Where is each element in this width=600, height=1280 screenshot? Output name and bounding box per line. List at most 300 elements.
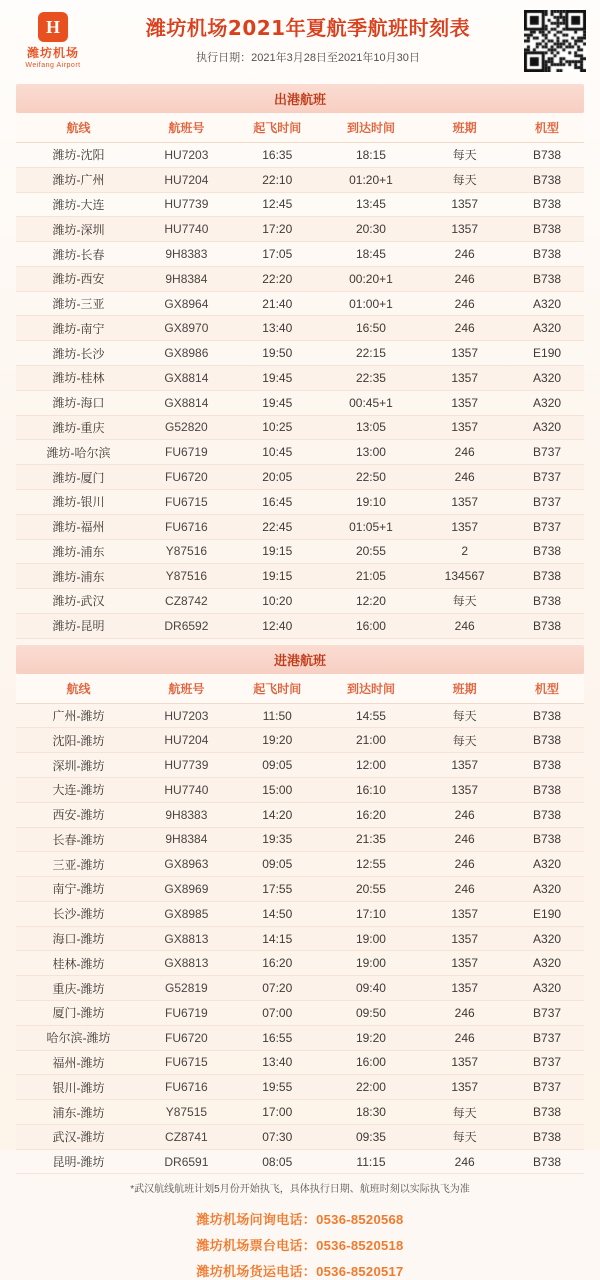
table-row — [16, 976, 584, 1001]
departure-cell-aircraft: B737 — [510, 489, 584, 514]
departure-cell-frequency: 1357 — [419, 192, 510, 217]
arrival-cell-frequency: 每天 — [419, 1124, 510, 1149]
arrival-cell-frequency: 每天 — [419, 1100, 510, 1125]
departure-cell-flightno: HU7203 — [141, 143, 232, 168]
table-row — [16, 366, 584, 391]
arrival-cell-frequency: 1357 — [419, 753, 510, 778]
departure-cell-aircraft: B738 — [510, 539, 584, 564]
departure-cell-frequency: 1357 — [419, 514, 510, 539]
column-header-arrivetime: 到达时间 — [323, 113, 420, 143]
table-row — [16, 728, 584, 753]
table-row — [16, 1025, 584, 1050]
arrival-cell-departtime: 11:50 — [232, 703, 323, 728]
departure-cell-departtime: 19:45 — [232, 390, 323, 415]
departure-cell-arrivetime: 01:05+1 — [323, 514, 420, 539]
departure-cell-arrivetime: 22:50 — [323, 465, 420, 490]
departure-cell-flightno: G52820 — [141, 415, 232, 440]
arrival-cell-frequency: 1357 — [419, 1050, 510, 1075]
arrival-cell-arrivetime: 19:20 — [323, 1025, 420, 1050]
arrival-cell-flightno: GX8969 — [141, 877, 232, 902]
arrival-cell-arrivetime: 19:00 — [323, 926, 420, 951]
departure-cell-aircraft: B737 — [510, 465, 584, 490]
arrival-cell-aircraft: B738 — [510, 703, 584, 728]
departure-cell-route: 潍坊-哈尔滨 — [16, 440, 141, 465]
table-row — [16, 852, 584, 877]
table-row — [16, 1124, 584, 1149]
arrival-cell-frequency: 246 — [419, 1149, 510, 1174]
departure-cell-aircraft: B738 — [510, 589, 584, 614]
arrival-cell-frequency: 1357 — [419, 926, 510, 951]
column-header-frequency: 班期 — [419, 113, 510, 143]
arrival-cell-arrivetime: 11:15 — [323, 1149, 420, 1174]
arrival-cell-route: 武汉-潍坊 — [16, 1124, 141, 1149]
departure-cell-frequency: 1357 — [419, 366, 510, 391]
table-row — [16, 753, 584, 778]
arrival-cell-arrivetime: 16:10 — [323, 777, 420, 802]
departure-cell-departtime: 12:40 — [232, 613, 323, 638]
departure-cell-departtime: 10:25 — [232, 415, 323, 440]
arrival-cell-route: 大连-潍坊 — [16, 777, 141, 802]
table-row — [16, 901, 584, 926]
table-row — [16, 1100, 584, 1125]
column-header-flightno: 航班号 — [141, 674, 232, 704]
arrival-cell-route: 深圳-潍坊 — [16, 753, 141, 778]
departure-cell-flightno: Y87516 — [141, 564, 232, 589]
arrival-cell-frequency: 1357 — [419, 901, 510, 926]
table-row — [16, 167, 584, 192]
arrival-cell-arrivetime: 21:35 — [323, 827, 420, 852]
departure-cell-route: 潍坊-重庆 — [16, 415, 141, 440]
table-row — [16, 589, 584, 614]
table-row — [16, 926, 584, 951]
arrival-cell-arrivetime: 14:55 — [323, 703, 420, 728]
arrival-cell-departtime: 16:55 — [232, 1025, 323, 1050]
arrival-cell-aircraft: B738 — [510, 777, 584, 802]
title-block — [92, 10, 524, 65]
arrival-cell-departtime: 09:05 — [232, 852, 323, 877]
arrival-cell-route: 重庆-潍坊 — [16, 976, 141, 1001]
arrival-cell-route: 厦门-潍坊 — [16, 1001, 141, 1026]
table-row — [16, 703, 584, 728]
arrivals-table — [16, 674, 584, 1175]
departure-cell-flightno: GX8814 — [141, 366, 232, 391]
departure-cell-frequency: 246 — [419, 242, 510, 267]
phone-inquiry: 潍坊机场问询电话：0536-8520568 — [196, 1212, 404, 1228]
arrival-cell-arrivetime: 16:00 — [323, 1050, 420, 1075]
departure-cell-flightno: GX8964 — [141, 291, 232, 316]
arrival-cell-departtime: 14:15 — [232, 926, 323, 951]
table-row — [16, 539, 584, 564]
arrival-cell-aircraft: B737 — [510, 1025, 584, 1050]
departure-cell-flightno: HU7204 — [141, 167, 232, 192]
table-row — [16, 1050, 584, 1075]
table-row — [16, 440, 584, 465]
table-row — [16, 564, 584, 589]
qr-code-icon — [524, 10, 586, 72]
arrival-cell-flightno: HU7203 — [141, 703, 232, 728]
departure-cell-route: 潍坊-深圳 — [16, 217, 141, 242]
departure-cell-frequency: 1357 — [419, 489, 510, 514]
table-row — [16, 489, 584, 514]
table-row — [16, 1001, 584, 1026]
arrival-cell-arrivetime: 19:00 — [323, 951, 420, 976]
arrival-cell-flightno: DR6591 — [141, 1149, 232, 1174]
departure-cell-route: 潍坊-昆明 — [16, 613, 141, 638]
arrival-cell-frequency: 246 — [419, 802, 510, 827]
arrival-cell-aircraft: B737 — [510, 1050, 584, 1075]
departure-cell-flightno: GX8814 — [141, 390, 232, 415]
departure-cell-route: 潍坊-广州 — [16, 167, 141, 192]
departure-cell-arrivetime: 16:00 — [323, 613, 420, 638]
arrival-cell-arrivetime: 17:10 — [323, 901, 420, 926]
departure-cell-departtime: 22:10 — [232, 167, 323, 192]
departure-cell-aircraft: B738 — [510, 192, 584, 217]
departure-cell-departtime: 22:45 — [232, 514, 323, 539]
departure-cell-route: 潍坊-海口 — [16, 390, 141, 415]
departures-header-row — [16, 113, 584, 143]
arrival-cell-departtime: 07:00 — [232, 1001, 323, 1026]
departure-cell-departtime: 19:15 — [232, 539, 323, 564]
departure-cell-aircraft: A320 — [510, 366, 584, 391]
departure-cell-departtime: 19:50 — [232, 341, 323, 366]
departure-cell-departtime: 19:15 — [232, 564, 323, 589]
departure-cell-frequency: 1357 — [419, 217, 510, 242]
arrival-cell-route: 银川-潍坊 — [16, 1075, 141, 1100]
table-row — [16, 951, 584, 976]
departure-cell-departtime: 17:05 — [232, 242, 323, 267]
column-header-departtime: 起飞时间 — [232, 113, 323, 143]
departure-cell-aircraft: B737 — [510, 514, 584, 539]
arrivals-header-row — [16, 674, 584, 704]
departure-cell-route: 潍坊-长春 — [16, 242, 141, 267]
arrival-cell-aircraft: B738 — [510, 1124, 584, 1149]
departure-cell-arrivetime: 16:50 — [323, 316, 420, 341]
arrival-cell-flightno: FU6719 — [141, 1001, 232, 1026]
departure-cell-arrivetime: 21:05 — [323, 564, 420, 589]
departure-cell-arrivetime: 01:00+1 — [323, 291, 420, 316]
departure-cell-arrivetime: 13:00 — [323, 440, 420, 465]
table-row — [16, 827, 584, 852]
arrival-cell-route: 昆明-潍坊 — [16, 1149, 141, 1174]
arrival-cell-departtime: 15:00 — [232, 777, 323, 802]
table-row — [16, 877, 584, 902]
table-row — [16, 192, 584, 217]
arrival-cell-flightno: CZ8741 — [141, 1124, 232, 1149]
departure-cell-departtime: 16:45 — [232, 489, 323, 514]
departure-cell-aircraft: B738 — [510, 242, 584, 267]
departure-cell-arrivetime: 20:55 — [323, 539, 420, 564]
departure-cell-flightno: FU6716 — [141, 514, 232, 539]
column-header-departtime: 起飞时间 — [232, 674, 323, 704]
departure-cell-frequency: 每天 — [419, 589, 510, 614]
departure-cell-frequency: 2 — [419, 539, 510, 564]
table-row — [16, 217, 584, 242]
arrival-cell-aircraft: B738 — [510, 802, 584, 827]
arrival-cell-frequency: 1357 — [419, 777, 510, 802]
departure-cell-frequency: 1357 — [419, 415, 510, 440]
arrival-cell-flightno: GX8985 — [141, 901, 232, 926]
arrival-cell-flightno: FU6716 — [141, 1075, 232, 1100]
departure-cell-aircraft: A320 — [510, 316, 584, 341]
departure-cell-flightno: FU6715 — [141, 489, 232, 514]
table-row — [16, 143, 584, 168]
arrival-cell-departtime: 17:55 — [232, 877, 323, 902]
departure-cell-frequency: 134567 — [419, 564, 510, 589]
arrival-cell-aircraft: A320 — [510, 951, 584, 976]
arrival-cell-flightno: HU7740 — [141, 777, 232, 802]
column-header-frequency: 班期 — [419, 674, 510, 704]
departure-cell-route: 潍坊-西安 — [16, 266, 141, 291]
arrival-cell-arrivetime: 16:20 — [323, 802, 420, 827]
departure-cell-frequency: 246 — [419, 291, 510, 316]
arrival-cell-frequency: 246 — [419, 1001, 510, 1026]
arrivals-section-title: 进港航班 — [16, 645, 584, 674]
departure-cell-arrivetime: 12:20 — [323, 589, 420, 614]
arrival-cell-route: 哈尔滨-潍坊 — [16, 1025, 141, 1050]
departure-cell-flightno: HU7740 — [141, 217, 232, 242]
departure-cell-route: 潍坊-福州 — [16, 514, 141, 539]
arrival-cell-flightno: Y87515 — [141, 1100, 232, 1125]
arrival-cell-aircraft: B738 — [510, 753, 584, 778]
departure-cell-frequency: 246 — [419, 613, 510, 638]
arrival-cell-route: 广州-潍坊 — [16, 703, 141, 728]
arrival-cell-departtime: 19:35 — [232, 827, 323, 852]
arrival-cell-aircraft: B738 — [510, 1100, 584, 1125]
arrival-cell-frequency: 246 — [419, 852, 510, 877]
arrival-cell-flightno: FU6720 — [141, 1025, 232, 1050]
departure-cell-flightno: Y87516 — [141, 539, 232, 564]
arrival-cell-route: 三亚-潍坊 — [16, 852, 141, 877]
departure-cell-route: 潍坊-武汉 — [16, 589, 141, 614]
departure-cell-flightno: HU7739 — [141, 192, 232, 217]
departure-cell-aircraft: B737 — [510, 440, 584, 465]
departure-cell-arrivetime: 01:20+1 — [323, 167, 420, 192]
arrival-cell-arrivetime: 20:55 — [323, 877, 420, 902]
table-row — [16, 613, 584, 638]
departure-cell-departtime: 12:45 — [232, 192, 323, 217]
table-row — [16, 777, 584, 802]
departure-cell-departtime: 17:20 — [232, 217, 323, 242]
departure-cell-aircraft: B738 — [510, 143, 584, 168]
departure-cell-route: 潍坊-沈阳 — [16, 143, 141, 168]
arrival-cell-flightno: HU7739 — [141, 753, 232, 778]
arrival-cell-departtime: 19:55 — [232, 1075, 323, 1100]
phone-ticket: 潍坊机场票台电话：0536-8520518 — [196, 1238, 404, 1254]
arrival-cell-flightno: 9H8384 — [141, 827, 232, 852]
departure-cell-aircraft: B738 — [510, 217, 584, 242]
arrival-cell-route: 南宁-潍坊 — [16, 877, 141, 902]
table-row — [16, 266, 584, 291]
arrival-cell-flightno: GX8813 — [141, 951, 232, 976]
departure-cell-departtime: 22:20 — [232, 266, 323, 291]
departure-cell-arrivetime: 22:35 — [323, 366, 420, 391]
table-row — [16, 341, 584, 366]
departure-cell-frequency: 1357 — [419, 390, 510, 415]
departure-cell-aircraft: E190 — [510, 341, 584, 366]
arrival-cell-flightno: HU7204 — [141, 728, 232, 753]
column-header-route: 航线 — [16, 113, 141, 143]
departure-cell-route: 潍坊-长沙 — [16, 341, 141, 366]
table-row — [16, 415, 584, 440]
phone-cargo: 潍坊机场货运电话：0536-8520517 — [196, 1264, 404, 1280]
departure-cell-route: 潍坊-浦东 — [16, 539, 141, 564]
table-row — [16, 1075, 584, 1100]
departure-cell-aircraft: B738 — [510, 266, 584, 291]
arrival-cell-aircraft: B738 — [510, 1149, 584, 1174]
departure-cell-flightno: GX8986 — [141, 341, 232, 366]
arrival-cell-frequency: 每天 — [419, 703, 510, 728]
departure-cell-arrivetime: 20:30 — [323, 217, 420, 242]
departure-cell-departtime: 13:40 — [232, 316, 323, 341]
departure-cell-departtime: 21:40 — [232, 291, 323, 316]
arrival-cell-departtime: 08:05 — [232, 1149, 323, 1174]
arrival-cell-arrivetime: 21:00 — [323, 728, 420, 753]
departure-cell-frequency: 246 — [419, 316, 510, 341]
arrival-cell-flightno: GX8963 — [141, 852, 232, 877]
logo-chinese-name: 潍坊机场 — [26, 46, 79, 60]
arrival-cell-arrivetime: 18:30 — [323, 1100, 420, 1125]
arrival-cell-aircraft: A320 — [510, 926, 584, 951]
departure-cell-route: 潍坊-厦门 — [16, 465, 141, 490]
logo-english-name: Weifang Airport — [25, 62, 81, 69]
arrival-cell-aircraft: A320 — [510, 852, 584, 877]
departure-cell-route: 潍坊-大连 — [16, 192, 141, 217]
departure-cell-flightno: CZ8742 — [141, 589, 232, 614]
departure-cell-frequency: 每天 — [419, 143, 510, 168]
departure-cell-flightno: FU6719 — [141, 440, 232, 465]
arrival-cell-route: 沈阳-潍坊 — [16, 728, 141, 753]
departure-cell-departtime: 10:45 — [232, 440, 323, 465]
arrival-cell-route: 福州-潍坊 — [16, 1050, 141, 1075]
arrival-cell-departtime: 07:20 — [232, 976, 323, 1001]
column-header-aircraft: 机型 — [510, 113, 584, 143]
departure-cell-route: 潍坊-浦东 — [16, 564, 141, 589]
page-title: 潍坊机场2021年夏航季航班时刻表 — [145, 16, 471, 40]
arrival-cell-frequency: 1357 — [419, 951, 510, 976]
table-row — [16, 465, 584, 490]
departure-cell-departtime: 10:20 — [232, 589, 323, 614]
arrival-cell-frequency: 1357 — [419, 976, 510, 1001]
arrival-cell-route: 海口-潍坊 — [16, 926, 141, 951]
arrival-cell-departtime: 13:40 — [232, 1050, 323, 1075]
arrival-cell-departtime: 14:50 — [232, 901, 323, 926]
arrival-cell-arrivetime: 09:35 — [323, 1124, 420, 1149]
footnote: *武汉航线航班计划5月份开始执飞，具体执行日期、航班时刻以实际执飞为准 — [130, 1184, 470, 1196]
column-header-arrivetime: 到达时间 — [323, 674, 420, 704]
arrival-cell-arrivetime: 09:40 — [323, 976, 420, 1001]
departure-cell-route: 潍坊-桂林 — [16, 366, 141, 391]
departure-cell-route: 潍坊-三亚 — [16, 291, 141, 316]
departure-cell-arrivetime: 13:05 — [323, 415, 420, 440]
arrival-cell-departtime: 09:05 — [232, 753, 323, 778]
departure-cell-aircraft: A320 — [510, 415, 584, 440]
departure-cell-aircraft: B738 — [510, 564, 584, 589]
departure-cell-frequency: 246 — [419, 465, 510, 490]
table-row — [16, 514, 584, 539]
arrival-cell-flightno: 9H8383 — [141, 802, 232, 827]
arrival-cell-aircraft: E190 — [510, 901, 584, 926]
arrival-cell-arrivetime: 12:55 — [323, 852, 420, 877]
departure-cell-departtime: 16:35 — [232, 143, 323, 168]
arrival-cell-aircraft: B738 — [510, 827, 584, 852]
logo-mark-icon: H — [38, 12, 68, 42]
departure-cell-arrivetime: 18:45 — [323, 242, 420, 267]
arrival-cell-aircraft: B738 — [510, 728, 584, 753]
departure-cell-frequency: 1357 — [419, 341, 510, 366]
arrival-cell-flightno: FU6715 — [141, 1050, 232, 1075]
arrival-cell-aircraft: B737 — [510, 1075, 584, 1100]
departure-cell-arrivetime: 22:15 — [323, 341, 420, 366]
airport-logo — [14, 10, 92, 69]
departure-cell-frequency: 每天 — [419, 167, 510, 192]
arrival-cell-route: 桂林-潍坊 — [16, 951, 141, 976]
arrival-cell-route: 西安-潍坊 — [16, 802, 141, 827]
arrival-cell-departtime: 07:30 — [232, 1124, 323, 1149]
arrival-cell-frequency: 每天 — [419, 728, 510, 753]
departure-cell-frequency: 246 — [419, 440, 510, 465]
arrival-cell-aircraft: A320 — [510, 976, 584, 1001]
arrival-cell-arrivetime: 22:00 — [323, 1075, 420, 1100]
arrival-cell-departtime: 14:20 — [232, 802, 323, 827]
departure-cell-departtime: 20:05 — [232, 465, 323, 490]
departure-cell-departtime: 19:45 — [232, 366, 323, 391]
departure-cell-flightno: FU6720 — [141, 465, 232, 490]
arrival-cell-departtime: 16:20 — [232, 951, 323, 976]
arrival-cell-arrivetime: 12:00 — [323, 753, 420, 778]
arrival-cell-arrivetime: 09:50 — [323, 1001, 420, 1026]
arrival-cell-frequency: 246 — [419, 877, 510, 902]
departure-cell-arrivetime: 18:15 — [323, 143, 420, 168]
departure-cell-route: 潍坊-银川 — [16, 489, 141, 514]
table-row — [16, 390, 584, 415]
departures-table — [16, 113, 584, 639]
arrival-cell-aircraft: A320 — [510, 877, 584, 902]
departure-cell-flightno: 9H8384 — [141, 266, 232, 291]
table-row — [16, 802, 584, 827]
departure-cell-aircraft: A320 — [510, 291, 584, 316]
page-header — [10, 0, 590, 78]
arrival-cell-flightno: G52819 — [141, 976, 232, 1001]
column-header-route: 航线 — [16, 674, 141, 704]
departure-cell-arrivetime: 19:10 — [323, 489, 420, 514]
contact-phones — [10, 1209, 590, 1280]
arrival-cell-frequency: 246 — [419, 1025, 510, 1050]
departure-cell-frequency: 246 — [419, 266, 510, 291]
arrival-cell-route: 长春-潍坊 — [16, 827, 141, 852]
column-header-aircraft: 机型 — [510, 674, 584, 704]
table-row — [16, 316, 584, 341]
arrival-cell-flightno: GX8813 — [141, 926, 232, 951]
arrival-cell-route: 长沙-潍坊 — [16, 901, 141, 926]
table-row — [16, 242, 584, 267]
departure-cell-arrivetime: 13:45 — [323, 192, 420, 217]
arrival-cell-aircraft: B737 — [510, 1001, 584, 1026]
departures-section-title: 出港航班 — [16, 84, 584, 113]
page-subtitle: 执行日期：2021年3月28日至2021年10月30日 — [196, 52, 420, 64]
arrival-cell-frequency: 246 — [419, 827, 510, 852]
departure-cell-flightno: DR6592 — [141, 613, 232, 638]
departure-cell-flightno: GX8970 — [141, 316, 232, 341]
departure-cell-aircraft: A320 — [510, 390, 584, 415]
arrival-cell-frequency: 1357 — [419, 1075, 510, 1100]
departure-cell-aircraft: B738 — [510, 167, 584, 192]
departure-cell-aircraft: B738 — [510, 613, 584, 638]
column-header-flightno: 航班号 — [141, 113, 232, 143]
table-row — [16, 291, 584, 316]
arrival-cell-departtime: 19:20 — [232, 728, 323, 753]
departure-cell-route: 潍坊-南宁 — [16, 316, 141, 341]
departure-cell-flightno: 9H8383 — [141, 242, 232, 267]
